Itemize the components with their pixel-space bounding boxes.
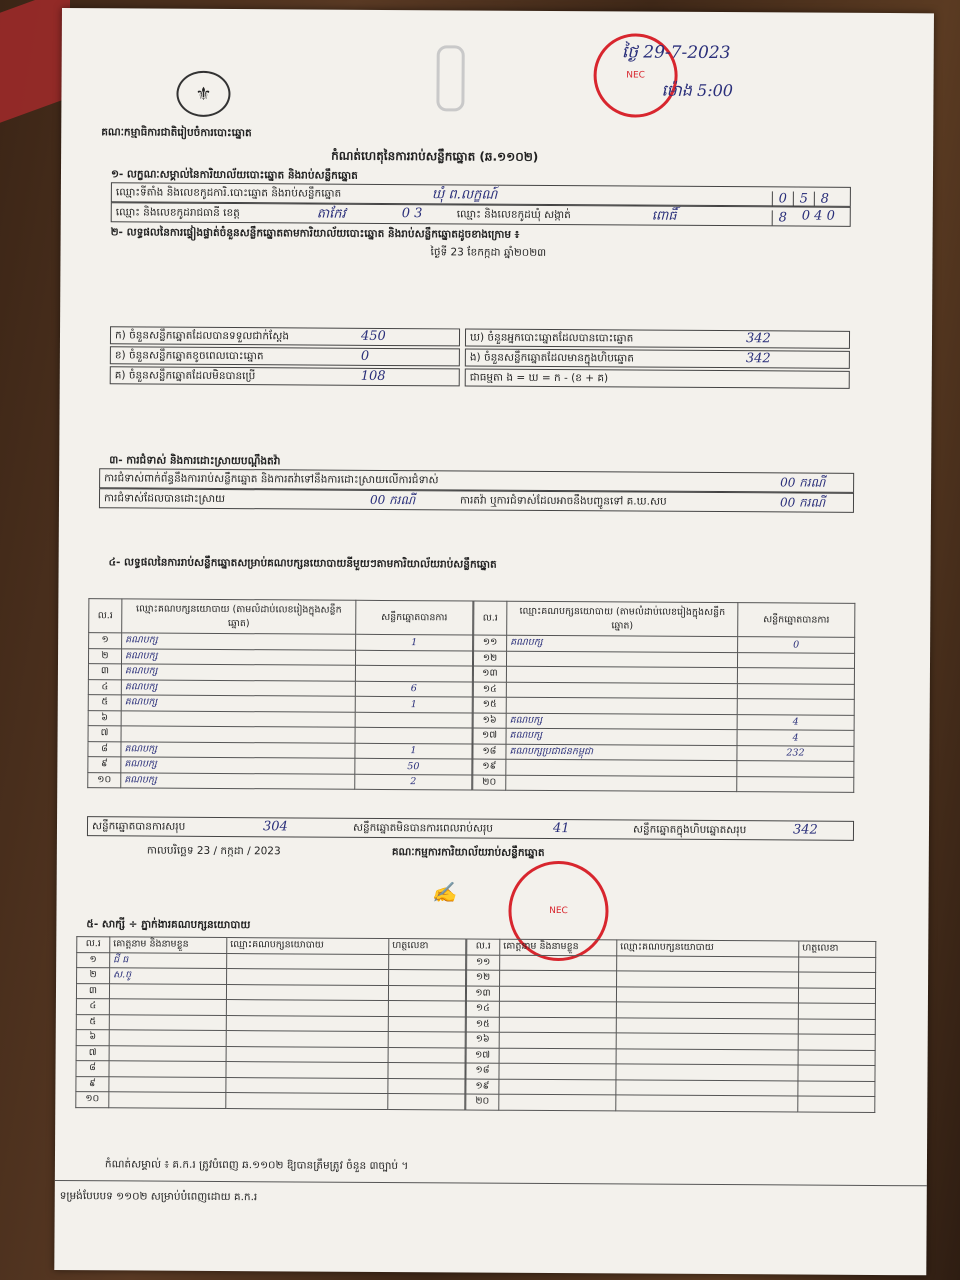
- party-name: [506, 697, 737, 714]
- d-value: 342: [745, 331, 771, 347]
- witness-party: [616, 1079, 798, 1096]
- witness-party: [226, 1015, 388, 1031]
- results-table-left: [87, 598, 473, 790]
- b-label: ខ) ចំនួនសន្លឹកឆ្នោតខូចពេលបោះឆ្នោត: [114, 349, 264, 363]
- col-no-header: ល.រ: [467, 939, 500, 955]
- footer-divider: [55, 1180, 927, 1186]
- witness-name: ជី ធ: [110, 952, 227, 968]
- witness-name: [499, 1094, 616, 1110]
- committee-signature: ✍: [431, 880, 457, 905]
- code2-digit: 0: [401, 206, 411, 222]
- witness-name: [499, 1032, 616, 1048]
- code3-digit: 4: [814, 208, 823, 224]
- row-number: ២: [88, 648, 121, 664]
- total-valid: 304: [262, 819, 288, 835]
- row-number: ១៣: [466, 985, 499, 1001]
- section3-heading: ៣- ការជំទាស់ និងការដោះស្រាយបណ្តឹងតវ៉ា: [109, 454, 281, 468]
- vote-count: [355, 712, 472, 728]
- vote-count: [737, 776, 854, 792]
- col-no-header: ល.រ: [474, 601, 507, 635]
- vote-count: 4: [737, 730, 854, 746]
- witness-signature: [388, 985, 465, 1001]
- witness-signature: [388, 1094, 465, 1110]
- row-number: ១៨: [466, 1063, 499, 1079]
- code2: [402, 206, 423, 221]
- form-title: កំណត់ហេតុនៃការរាប់សន្លឹកឆ្នោត (ឆ.១១០២): [331, 148, 539, 164]
- witness-name: [109, 1076, 226, 1092]
- party-name: គណបក្ស: [506, 728, 737, 745]
- table-row: [76, 1092, 465, 1110]
- witness-party: [616, 1095, 798, 1112]
- code1-digit: 0: [772, 191, 793, 206]
- row-number: ៤: [88, 679, 121, 695]
- col-name-header: គោត្តនាម និងនាមខ្លួន: [500, 939, 617, 955]
- witness-signature: [388, 1016, 465, 1032]
- section2-date: ថ្ងៃទី 23 ខែកក្កដា ឆ្នាំ២០២៣: [430, 246, 547, 259]
- witness-party: [227, 953, 389, 969]
- witness-party: [226, 1093, 388, 1109]
- vote-count: 1: [355, 743, 472, 759]
- code1-digit: 8: [814, 192, 835, 207]
- row-number: ១៣: [473, 666, 506, 682]
- row-number: ១០: [88, 772, 121, 788]
- nec-emblem-icon: ⚜: [176, 71, 230, 117]
- row-number: ៦: [76, 1030, 109, 1046]
- stamp-time-handwriting: ម៉ោង 5:00: [661, 80, 734, 101]
- witness-party: [616, 1017, 798, 1034]
- stamp-date-handwriting: ថ្ងៃ 29-7-2023: [621, 42, 731, 64]
- party-name: [121, 726, 355, 743]
- party-name: គណបក្ស: [121, 695, 355, 712]
- row-number: ១៤: [473, 682, 506, 698]
- table-header: [474, 601, 855, 637]
- objection-row2: [99, 488, 854, 513]
- party-name: [506, 666, 737, 683]
- party-name: គណបក្ស: [121, 741, 355, 758]
- col-no-header: ល.រ: [77, 937, 110, 953]
- row-number: ៨: [88, 741, 121, 757]
- row2-mid-value: ពោធិ៍: [651, 208, 677, 224]
- witness-signature: [388, 1047, 465, 1063]
- witness-party: [226, 984, 388, 1000]
- row-number: ២: [77, 968, 110, 984]
- paper-clip: [436, 45, 464, 111]
- section1-row2: [111, 202, 851, 227]
- row-number: ១៥: [466, 1016, 499, 1032]
- row-number: ១៥: [473, 697, 506, 713]
- row-number: ៤: [76, 999, 109, 1015]
- party-name: [506, 651, 737, 668]
- signing-date: កាលបរិច្ឆេទ 23 / កក្កដា / 2023: [146, 844, 281, 858]
- witness-name: [109, 1030, 226, 1046]
- total-box-label: សន្លឹកឆ្នោតក្នុងហិបឆ្នោតសរុប: [632, 823, 747, 837]
- committee-red-stamp: NEC: [508, 861, 609, 962]
- witness-signature: [799, 972, 876, 988]
- total-invalid-label: សន្លឹកឆ្នោតមិនបានការពេលរាប់សរុប: [352, 821, 494, 835]
- vote-count: [737, 699, 854, 715]
- total-box: 342: [792, 822, 818, 838]
- row-number: ១០: [76, 1092, 109, 1108]
- col-votes-header: សន្លឹកឆ្នោតបានការ: [356, 600, 473, 635]
- section2-heading: ២- លទ្ធផលនៃការផ្ទៀងផ្ទាត់ចំនួនសន្លឹកឆ្នោតតាមការិយាល័យបោះឆ្នោត និងរាប់សន្លឹកឆ្នោតដូចខាងក្រោម ៖: [110, 226, 520, 241]
- r1-label: ការជំទាស់ពាក់ព័ន្ធនឹងការរាប់សន្លឹកឆ្នោត និងការតវ៉ាទៅនឹងការដោះស្រាយលើការជំទាស់: [104, 472, 439, 487]
- witness-name: [499, 1079, 616, 1095]
- witness-name: [499, 1048, 616, 1064]
- row2-value: តាកែវ: [316, 206, 346, 222]
- row-number: ២០: [473, 775, 506, 791]
- b-value: 0: [360, 348, 370, 364]
- witness-name: [499, 1063, 616, 1079]
- party-name: គណបក្ស: [121, 757, 355, 774]
- r2-mid-label: ការតវ៉ា ឬការជំទាស់ដែលអាចនឹងបញ្ជូនទៅ គ.ឃ.សប: [459, 494, 667, 508]
- vote-count: 2: [355, 774, 472, 790]
- witness-party: [226, 1062, 388, 1078]
- count-box-e: [465, 348, 850, 368]
- vote-count: 232: [737, 745, 854, 761]
- witness-signature: [798, 1065, 875, 1081]
- party-name: គណបក្ស: [121, 648, 355, 665]
- row-number: ១៩: [466, 1078, 499, 1094]
- ballot-count-form: [54, 8, 934, 1275]
- col-sign-header: ហត្ថលេខា: [389, 939, 466, 955]
- code3: [802, 209, 835, 224]
- vote-count: 0: [738, 637, 855, 653]
- vote-count: [737, 668, 854, 684]
- c-label: គ) ចំនួនសន្លឹកឆ្នោតដែលមិនបានប្រើ: [114, 369, 256, 383]
- row-number: ២០: [466, 1094, 499, 1110]
- vote-count: 6: [355, 681, 472, 697]
- table-row: [88, 772, 472, 790]
- witness-name: [109, 1061, 226, 1077]
- vote-count: 50: [355, 758, 472, 774]
- row-number: ៥: [88, 695, 121, 711]
- code2-digit: 3: [414, 206, 423, 222]
- witness-party: [616, 1002, 798, 1019]
- party-name: [506, 682, 737, 699]
- row-number: ៣: [88, 664, 121, 680]
- witness-signature: [388, 1001, 465, 1017]
- r2-value: 00 ករណី: [369, 492, 416, 508]
- witness-name: [500, 955, 617, 971]
- row-number: ១៨: [473, 744, 506, 760]
- total-valid-label: សន្លឹកឆ្នោតបានការសរុប: [91, 820, 186, 833]
- results-right-body: [473, 635, 855, 792]
- witness-party: [616, 1033, 798, 1050]
- top-red-stamp: NEC: [593, 33, 678, 118]
- witness-party: [617, 955, 799, 972]
- witness-party: [616, 986, 798, 1003]
- party-name: គណបក្ស: [121, 679, 355, 696]
- col-no-header: ល.រ: [89, 599, 122, 633]
- witness-name: [499, 986, 616, 1002]
- witness-signature: [389, 970, 466, 986]
- party-name: គណបក្ស: [121, 772, 355, 789]
- witness-name: [109, 1092, 226, 1108]
- witness-right-body: [466, 954, 876, 1111]
- col-party-header: ឈ្មោះគណបក្សនយោបាយ: [227, 938, 389, 954]
- section4-heading: ៤- លទ្ធផលនៃការរាប់សន្លឹកឆ្នោតសម្រាប់គណបក្សនយោបាយនីមួយៗតាមការិយាល័យរាប់សន្លឹកឆ្នោត: [108, 556, 497, 571]
- results-left-body: [88, 633, 473, 790]
- col-name-header: គោត្តនាម និងនាមខ្លួន: [110, 937, 227, 953]
- vote-count: 1: [356, 634, 473, 650]
- a-value: 450: [360, 328, 386, 344]
- row-number: ១២: [467, 970, 500, 986]
- vote-count: [737, 652, 854, 668]
- row-number: ១១: [474, 635, 507, 651]
- witness-signature: [798, 1096, 875, 1112]
- witness-table-left: [75, 936, 466, 1110]
- count-box-c: [110, 366, 460, 386]
- row-number: ១: [89, 633, 122, 649]
- table-row: [473, 775, 854, 793]
- witness-signature: [798, 1003, 875, 1019]
- count-box-d: [465, 328, 850, 348]
- row-number: ១៧: [473, 728, 506, 744]
- witness-signature: [388, 1063, 465, 1079]
- witness-signature: [798, 1081, 875, 1097]
- col-party-header: ឈ្មោះគណបក្សនយោបាយ (តាមលំដាប់លេខរៀងក្នុងសន្លឹកឆ្នោត): [507, 601, 738, 636]
- witness-signature: [798, 988, 875, 1004]
- vote-count: 4: [737, 714, 854, 730]
- committee-label: គណៈកម្មការការិយាល័យរាប់សន្លឹកឆ្នោត: [391, 846, 545, 859]
- witness-table-right: [465, 938, 876, 1112]
- a-label: ក) ចំនួនសន្លឹកឆ្នោតដែលបានទទួលជាក់ស្តែង: [114, 329, 290, 343]
- party-name: គណបក្ស: [507, 635, 738, 652]
- witness-name: [500, 970, 617, 986]
- witness-name: [109, 1014, 226, 1030]
- form-number: ទម្រង់បែបបទ ១១០២ សម្រាប់បំពេញដោយ គ.ក.រ: [59, 1190, 258, 1204]
- r2-label: ការជំទាស់ដែលបានដោះស្រាយ: [103, 492, 226, 506]
- totals-row: [87, 816, 854, 841]
- witness-signature: [798, 1034, 875, 1050]
- witness-name: [109, 983, 226, 999]
- row-number: ១៤: [466, 1001, 499, 1017]
- row-number: ១៩: [473, 759, 506, 775]
- row-number: ៩: [88, 757, 121, 773]
- row-number: ៣: [76, 983, 109, 999]
- witness-party: [226, 1046, 388, 1062]
- party-name: គណបក្ស: [506, 713, 737, 730]
- party-name: គណបក្ស: [121, 664, 355, 681]
- party-name: គណបក្ស: [122, 633, 356, 650]
- e-value: 342: [745, 351, 771, 367]
- row-number: ៦: [88, 710, 121, 726]
- witness-name: [499, 1017, 616, 1033]
- section5-heading: ៥- សាក្សី ÷ ភ្នាក់ងារគណបក្សនយោបាយ: [86, 918, 251, 932]
- witness-left-body: [76, 952, 466, 1109]
- party-name: [121, 710, 355, 727]
- count-box-a: [110, 326, 460, 346]
- row-number: ៧: [88, 726, 121, 742]
- col-sign-header: ហត្ថលេខា: [799, 941, 876, 957]
- witness-signature: [388, 1032, 465, 1048]
- formula: ជាធម្មតា ង = ឃ = ក - (ខ + គ): [469, 371, 609, 385]
- formula-box: [465, 368, 850, 388]
- col-party-header: ឈ្មោះគណបក្សនយោបាយ (តាមលំដាប់លេខរៀងក្នុងសន្លឹកឆ្នោត): [122, 599, 356, 634]
- code3-digit: 0: [801, 208, 811, 224]
- row-number: ៥: [76, 1014, 109, 1030]
- witness-name: [109, 999, 226, 1015]
- row2-label: ឈ្មោះ និងលេខកូដរាជធានី ខេត្ត: [115, 206, 240, 220]
- e-label: ង) ចំនួនសន្លឹកឆ្នោតដែលមានក្នុងហិបឆ្នោត: [469, 351, 634, 365]
- row-number: ១៧: [466, 1047, 499, 1063]
- row-number: ១១: [467, 954, 500, 970]
- row-number: ១៦: [473, 713, 506, 729]
- col-party-header: ឈ្មោះគណបក្សនយោបាយ: [617, 940, 799, 957]
- vote-count: [355, 650, 472, 666]
- vote-count: [355, 727, 472, 743]
- row-number: ៨: [76, 1061, 109, 1077]
- witness-name: ស.ចូ: [110, 968, 227, 984]
- r2-mid-value: 00 ករណី: [779, 495, 826, 510]
- code1-digit: 5: [793, 191, 814, 206]
- code3-digit: 0: [826, 208, 835, 224]
- vote-count: [355, 665, 472, 681]
- d-label: ឃ) ចំនួនអ្នកបោះឆ្នោតដែលបានបោះឆ្នោត: [469, 331, 634, 345]
- row-number: ១២: [473, 651, 506, 667]
- c-value: 108: [360, 368, 386, 384]
- col-votes-header: សន្លឹកឆ្នោតបានការ: [738, 603, 855, 638]
- total-invalid: 41: [552, 821, 570, 837]
- witness-party: [227, 969, 389, 985]
- witness-party: [226, 1077, 388, 1093]
- vote-count: [737, 683, 854, 699]
- r1-value: 00 ករណី: [780, 475, 826, 490]
- vote-count: [737, 761, 854, 777]
- witness-party: [616, 1048, 798, 1065]
- section1-heading: ១- លក្ខណៈសម្គាល់នៃការិយាល័យបោះឆ្នោត និងរាប់សន្លឹកឆ្នោត: [110, 168, 358, 182]
- witness-party: [617, 971, 799, 988]
- witness-signature: [798, 1050, 875, 1066]
- row-number: ១: [77, 952, 110, 968]
- witness-party: [226, 1000, 388, 1016]
- row2-mid-label: ឈ្មោះ និងលេខកូដឃុំ សង្កាត់: [456, 208, 571, 222]
- witness-name: [499, 1001, 616, 1017]
- party-name: [506, 759, 737, 776]
- results-table-right: [472, 601, 855, 793]
- count-box-b: [110, 346, 460, 366]
- witness-party: [226, 1031, 388, 1047]
- table-row: [466, 1094, 875, 1112]
- witness-party: [616, 1064, 798, 1081]
- witness-signature: [388, 1078, 465, 1094]
- row1-value: ឃុំ ព.លក្ខណ៍: [431, 187, 498, 203]
- witness-signature: [798, 1019, 875, 1035]
- table-header: [89, 599, 473, 635]
- row1-label: ឈ្មោះទីតាំង និងលេខកូដការិ.បោះឆ្នោត និងរាប់សន្លឹកឆ្នោត: [115, 186, 342, 200]
- witness-name: [109, 1045, 226, 1061]
- witness-signature: [799, 957, 876, 973]
- witness-signature: [389, 954, 466, 970]
- row-number: ១៦: [466, 1032, 499, 1048]
- row-number: ៩: [76, 1076, 109, 1092]
- code1-digit: 8: [772, 210, 793, 225]
- vote-count: 1: [355, 696, 472, 712]
- row-number: ៧: [76, 1045, 109, 1061]
- party-name: គណបក្សប្រជាជនកម្ពុជា: [506, 744, 737, 761]
- org-name: គណៈកម្មាធិការជាតិរៀបចំការបោះឆ្នោត: [101, 126, 252, 140]
- footer-note: កំណត់សម្គាល់ ៖ គ.ក.រ ត្រូវបំពេញ ឆ.១១០២ ឱ្យបានត្រឹមត្រូវ ចំនួន ៣ច្បាប់ ។: [104, 1158, 409, 1173]
- party-name: [506, 775, 737, 792]
